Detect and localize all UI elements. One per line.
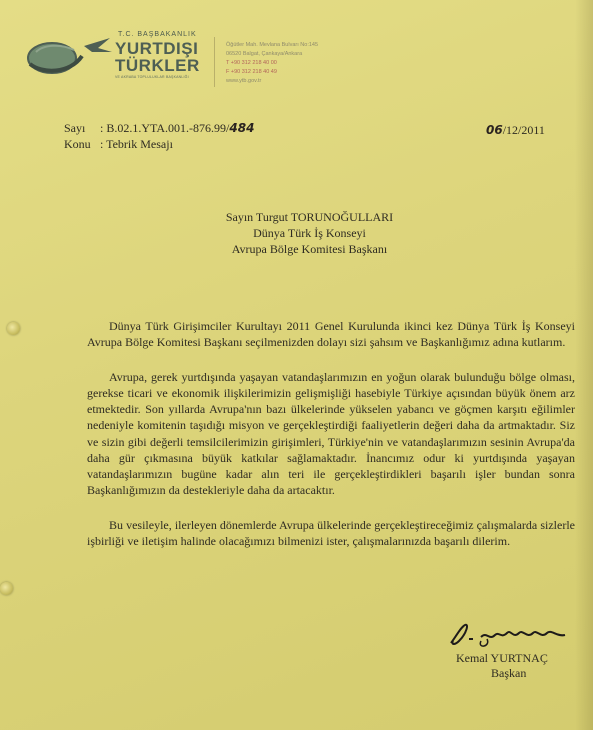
page-fold-shadow: [575, 0, 593, 730]
date-rest: /12/2011: [502, 123, 545, 137]
recipient-org: Dünya Türk İş Konseyi: [253, 226, 366, 240]
sayi-number: : B.02.1.YTA.001.-876.99/: [100, 121, 230, 135]
letterhead-logo: [22, 28, 202, 86]
body-paragraph-3: Bu vesileyle, ilerleyen dönemlerde Avrupa ülkelerinde gerçekleştireceğimiz çalışmalarda sizlerle işbirliği ve iletişim halinde olacağımızı bilmenizi ister, çalışmalarınızda başarılı dilerim.: [87, 517, 575, 549]
recipient-name: Sayın Turgut TORUNOĞULLARI: [225, 210, 394, 224]
letter-date: [486, 123, 545, 138]
body-paragraph-1: Dünya Türk Girişimciler Kurultayı 2011 Genel Kurulunda ikinci kez Dünya Türk İş Konseyi Avrupa Bölge Komitesi Başkanı seçilmenizden dolayı sizi şahsım ve Başkanlığımız adına kutlarım.: [87, 319, 575, 350]
letterhead-name-line1: YURTDIŞI: [115, 39, 199, 58]
date-handwritten-day: 06: [486, 123, 503, 137]
konu-row: [64, 136, 254, 152]
body-paragraph-2: Avrupa, gerek yurtdışında yaşayan vatandaşlarımızın en yoğun olarak bulunduğu bölge olması, gerekse ticari ve ekonomik ilişkilerimizin gelişmişliği hasebiyle Türkiye açısından büyük önem arz etmektedir. Son yıllarda Avrupa'nın bazı ülkelerinde yükselen yabancı ve göçmen karşıtı eğilimler nedeniyle komitenin taşıdığı misyon ve gerçekleştirdiği faaliyetlerin değeri daha da artmaktadır. Siz ve sizin gibi değerli temsilcilerimizin girişimleri, Türkiye'nin ve vatandaşlarımızın sesinin Avrupa'da daha gür çıkmasına büyük katkılar sağlamaktadır. İnancımız odur ki yurtdışında yaşayan vatandaşlarımızın bugüne kadar alın teri ile gerçekleştirdikleri başarılı işler bundan sonra Başkanlığımızın da destekleriyle daha da artacaktır.: [87, 370, 575, 497]
phone-number: T +90 312 218 40 00: [226, 60, 277, 66]
signatory-name: Kemal YURTNAÇ: [456, 651, 548, 665]
address-line2: 06520 Balgat, Çankaya/Ankara: [226, 51, 303, 57]
sayi-value: [100, 120, 254, 136]
letterhead-top-line: T.C. BAŞBAKANLIK: [118, 31, 197, 38]
letter-body: [87, 318, 575, 549]
globe-bird-logo-icon: [22, 34, 114, 78]
address-line1: Öğütler Mah. Mevlana Bulvarı No:145: [226, 42, 319, 48]
sayi-label: Sayı: [64, 121, 86, 135]
letterhead-name-line2: TÜRKLER: [115, 56, 200, 75]
recipient-block: [0, 209, 593, 257]
letterhead-subtitle: VE AKRABA TOPLULUKLAR BAŞKANLIĞI: [115, 75, 189, 79]
konu-label: Konu: [64, 137, 91, 151]
punch-hole-bottom: [0, 582, 13, 595]
recipient-title: Avrupa Bölge Komitesi Başkanı: [231, 242, 388, 256]
sayi-row: [64, 120, 254, 136]
fax-number: F +90 312 218 40 49: [226, 69, 277, 75]
website: www.ytb.gov.tr: [226, 78, 262, 84]
punch-hole-top: [7, 322, 20, 335]
signatory-title: Başkan: [491, 666, 527, 680]
letterhead-contact: [226, 41, 318, 86]
letterhead-divider: [214, 37, 215, 87]
signature-scribble: [447, 617, 577, 651]
konu-value: : Tebrik Mesajı: [100, 137, 173, 151]
sayi-handwritten: 484: [229, 121, 255, 135]
letter-meta: [64, 120, 254, 152]
